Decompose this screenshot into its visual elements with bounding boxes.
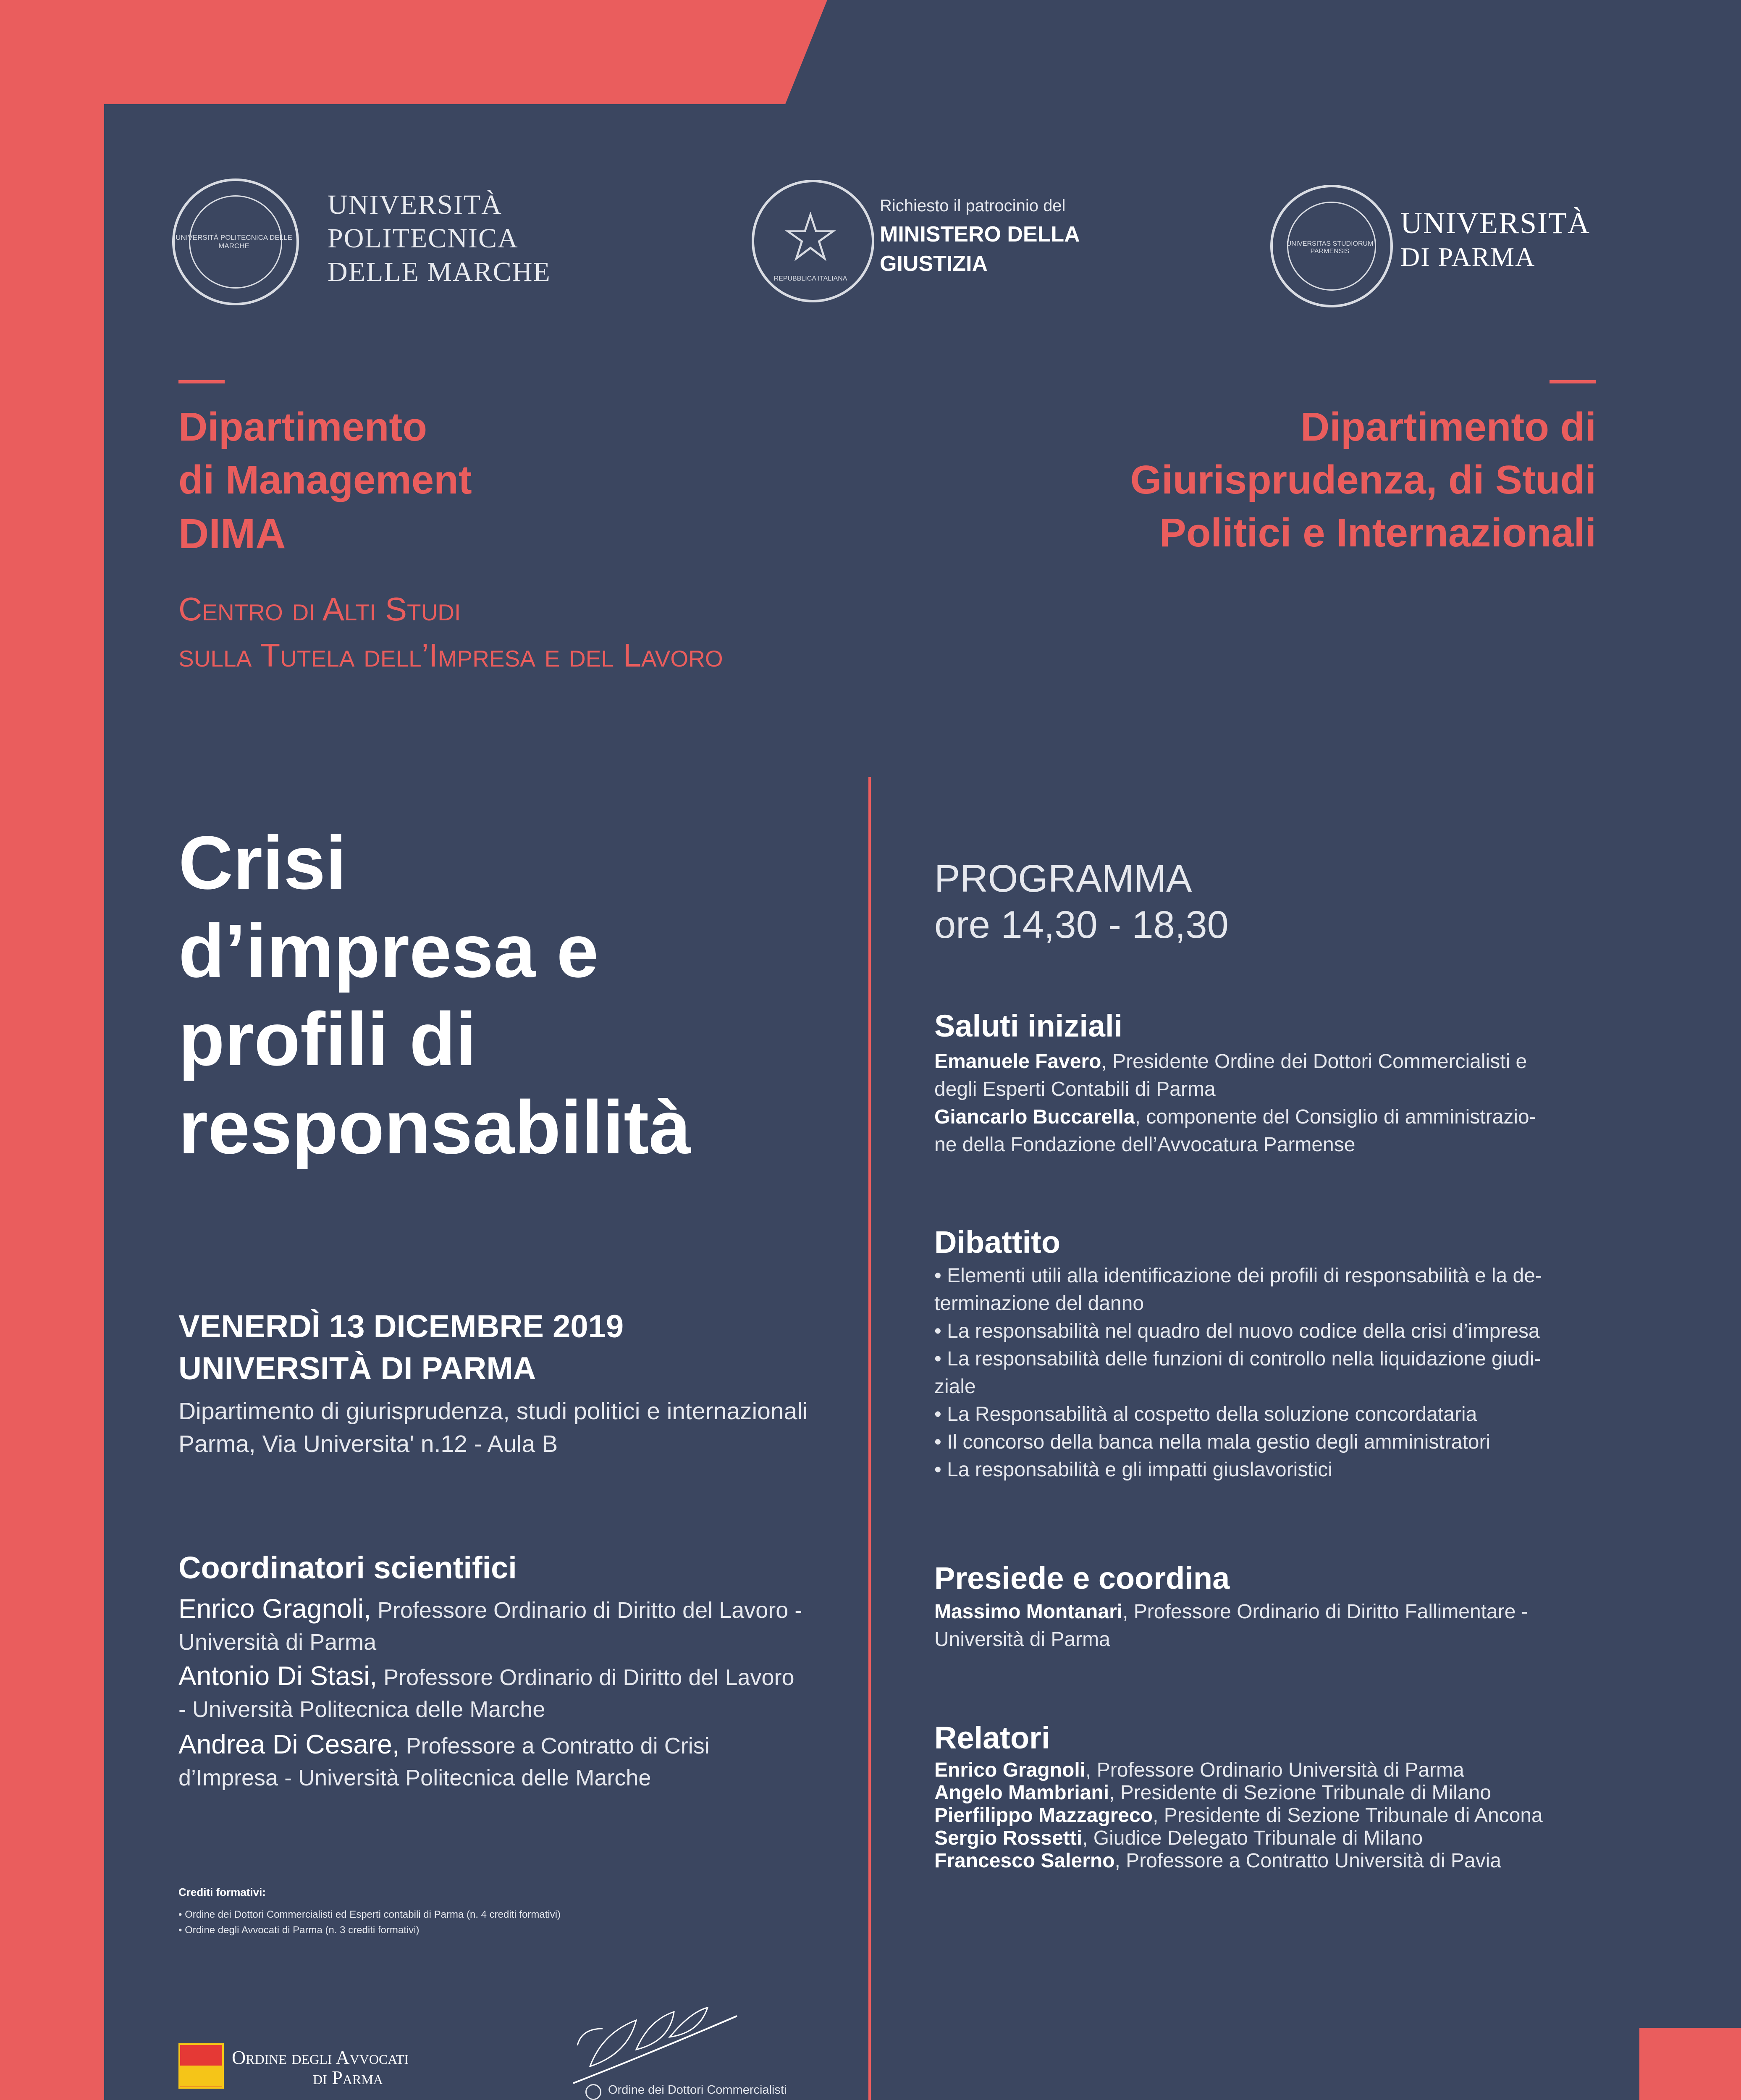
ministero-line2: MINISTERO DELLA (880, 222, 1080, 247)
saluti-text: , componente del Consiglio di amministrazio- (1135, 1106, 1536, 1128)
relatore-text: , Presidente di Sezione Tribunale di Milano (1109, 1782, 1491, 1804)
saluti-heading: Saluti iniziali (934, 1008, 1123, 1043)
title-line4: responsabilità (178, 1085, 691, 1170)
centro-line2: sulla Tutela dell’Impresa e del Lavoro (178, 637, 723, 674)
column-divider (868, 777, 871, 2100)
presiede-text-cont: Università di Parma (934, 1628, 1110, 1651)
relatore-text: , Professore Ordinario Università di Parma (1086, 1759, 1464, 1781)
coordinatori-heading: Coordinatori scientifici (178, 1550, 517, 1585)
programma-heading: PROGRAMMA (934, 857, 1192, 900)
ministero-seal-text: REPUBBLICA ITALIANA (773, 275, 847, 282)
dibattito-line: • La responsabilità e gli impatti giuslavoristici (934, 1459, 1332, 1481)
coordinatore-role: Professore a Contratto di Crisi (406, 1733, 710, 1759)
dibattito-line: • La responsabilità nel quadro del nuovo codice della crisi d’impresa (934, 1320, 1540, 1342)
relatore-item (934, 1782, 1615, 1804)
dibattito-line: • La responsabilità delle funzioni di controllo nella liquidazione giudi- (934, 1348, 1541, 1370)
crediti-heading: Crediti formativi: (178, 1886, 266, 1898)
unipr-name-line1: UNIVERSITÀ (1400, 206, 1590, 240)
saluti-item (934, 1048, 1606, 1103)
presiede-item (934, 1598, 1615, 1654)
coordinatore-1 (178, 1593, 808, 1658)
saluti-text: , Presidente Ordine dei Dottori Commercialisti e (1101, 1050, 1527, 1073)
title-line1: Crisi (178, 821, 347, 905)
centro-line1: Centro di Alti Studi (178, 591, 461, 627)
saluti-text-cont: ne della Fondazione dell’Avvocatura Parmense (934, 1134, 1356, 1156)
relatori-heading: Relatori (934, 1720, 1050, 1755)
relatore-item (934, 1827, 1615, 1850)
avvocati-crest-band (180, 2066, 222, 2087)
relatore-name: Enrico Gragnoli (934, 1759, 1086, 1781)
relatore-text: , Presidente di Sezione Tribunale di Ancona (1153, 1804, 1543, 1827)
relatore-item (934, 1759, 1615, 1782)
commercialisti-badge-icon (585, 2084, 601, 2100)
dibattito-line: ziale (934, 1376, 976, 1398)
title-line3: profili di (178, 997, 477, 1082)
coordinatore-2 (178, 1660, 808, 1725)
commercialisti-line1: Ordine dei Dottori Commercialisti (608, 2083, 787, 2097)
dibattito-heading: Dibattito (934, 1225, 1061, 1260)
coordinatore-role-cont: - Università Politecnica delle Marche (178, 1697, 545, 1722)
event-address1: Dipartimento di giurisprudenza, studi politici e internazionali (178, 1398, 808, 1425)
event-venue: UNIVERSITÀ DI PARMA (178, 1351, 536, 1386)
dept-right-line2: Giurisprudenza, di Studi (1130, 457, 1596, 502)
relatore-text: , Giudice Delegato Tribunale di Milano (1082, 1827, 1423, 1849)
unipr-seal-text: UNIVERSITAS STUDIORUM PARMENSIS (1286, 240, 1374, 255)
leaves-icon (565, 2003, 741, 2087)
relatore-text: , Professore a Contratto Università di Pavia (1114, 1850, 1501, 1872)
programma-time: ore 14,30 - 18,30 (934, 903, 1229, 946)
univpm-seal-text: UNIVERSITÀ POLITECNICA DELLE MARCHE (176, 234, 292, 250)
event-address2: Parma, Via Universita' n.12 - Aula B (178, 1431, 558, 1457)
univpm-name-line2: POLITECNICA (328, 223, 519, 254)
coordinatore-role: Professore Ordinario di Diritto del Lavoro (383, 1665, 794, 1690)
saluti-name: Giancarlo Buccarella (934, 1106, 1135, 1128)
top-right-panel-extension (785, 0, 1741, 104)
saluti-text-cont: degli Esperti Contabili di Parma (934, 1078, 1216, 1100)
dibattito-line: • La Responsabilità al cospetto della soluzione concordataria (934, 1403, 1477, 1425)
relatore-item (934, 1850, 1615, 1872)
dept-right-line3: Politici e Internazionali (1159, 510, 1596, 555)
univpm-name-line1: UNIVERSITÀ (328, 189, 502, 220)
coordinatore-3 (178, 1728, 808, 1794)
presiede-heading: Presiede e coordina (934, 1561, 1230, 1596)
title-line2: d’impresa e (178, 909, 599, 993)
coordinatore-role: Professore Ordinario di Diritto del Lavoro - (377, 1598, 802, 1623)
event-date: VENERDÌ 13 DICEMBRE 2019 (178, 1309, 624, 1344)
crediti-item: • Ordine dei Dottori Commercialisti ed Esperti contabili di Parma (n. 4 crediti formativi) (178, 1909, 561, 1920)
coordinatore-role-cont: d’Impresa - Università Politecnica delle Marche (178, 1765, 651, 1790)
relatore-name: Francesco Salerno (934, 1850, 1115, 1872)
presiede-text: , Professore Ordinario di Diritto Fallimentare - (1122, 1601, 1528, 1623)
univpm-name-line3: DELLE MARCHE (328, 257, 551, 287)
avvocati-line2: di Parma (313, 2067, 383, 2088)
crediti-item: • Ordine degli Avvocati di Parma (n. 3 crediti formativi) (178, 1924, 420, 1936)
ministero-line3: GIUSTIZIA (880, 252, 988, 276)
avvocati-line1: Ordine degli Avvocati (232, 2047, 409, 2068)
dept-left-line3: DIMA (178, 510, 286, 557)
dibattito-list (934, 1262, 1615, 1484)
dept-right-line1: Dipartimento di (1300, 404, 1596, 449)
coordinatore-name: Andrea Di Cesare, (178, 1729, 400, 1759)
star-icon (785, 212, 836, 262)
coordinatore-name: Enrico Gragnoli, (178, 1593, 371, 1624)
relatori-list (934, 1759, 1615, 1872)
relatore-name: Sergio Rossetti (934, 1827, 1083, 1849)
saluti-name: Emanuele Favero (934, 1050, 1101, 1073)
relatore-name: Angelo Mambriani (934, 1782, 1109, 1804)
dibattito-line: • Elementi utili alla identificazione dei profili di responsabilità e la de- (934, 1265, 1542, 1287)
coordinatore-role-cont: Università di Parma (178, 1630, 377, 1655)
dibattito-line: • Il concorso della banca nella mala gestio degli amministratori (934, 1431, 1491, 1453)
ministero-line1: Richiesto il patrocinio del (880, 197, 1066, 215)
right-panel-extension (1639, 104, 1741, 2028)
coordinatore-name: Antonio Di Stasi, (178, 1661, 378, 1691)
saluti-item (934, 1103, 1606, 1159)
dept-left-line2: di Management (178, 457, 472, 502)
relatore-item (934, 1804, 1615, 1827)
dibattito-line: terminazione del danno (934, 1292, 1144, 1315)
left-accent-dash (178, 380, 225, 383)
dept-left-line1: Dipartimento (178, 404, 427, 449)
unipr-name-line2: DI PARMA (1400, 242, 1536, 272)
relatore-name: Pierfilippo Mazzagreco (934, 1804, 1153, 1827)
right-accent-dash (1550, 380, 1596, 383)
presiede-name: Massimo Montanari (934, 1601, 1123, 1623)
